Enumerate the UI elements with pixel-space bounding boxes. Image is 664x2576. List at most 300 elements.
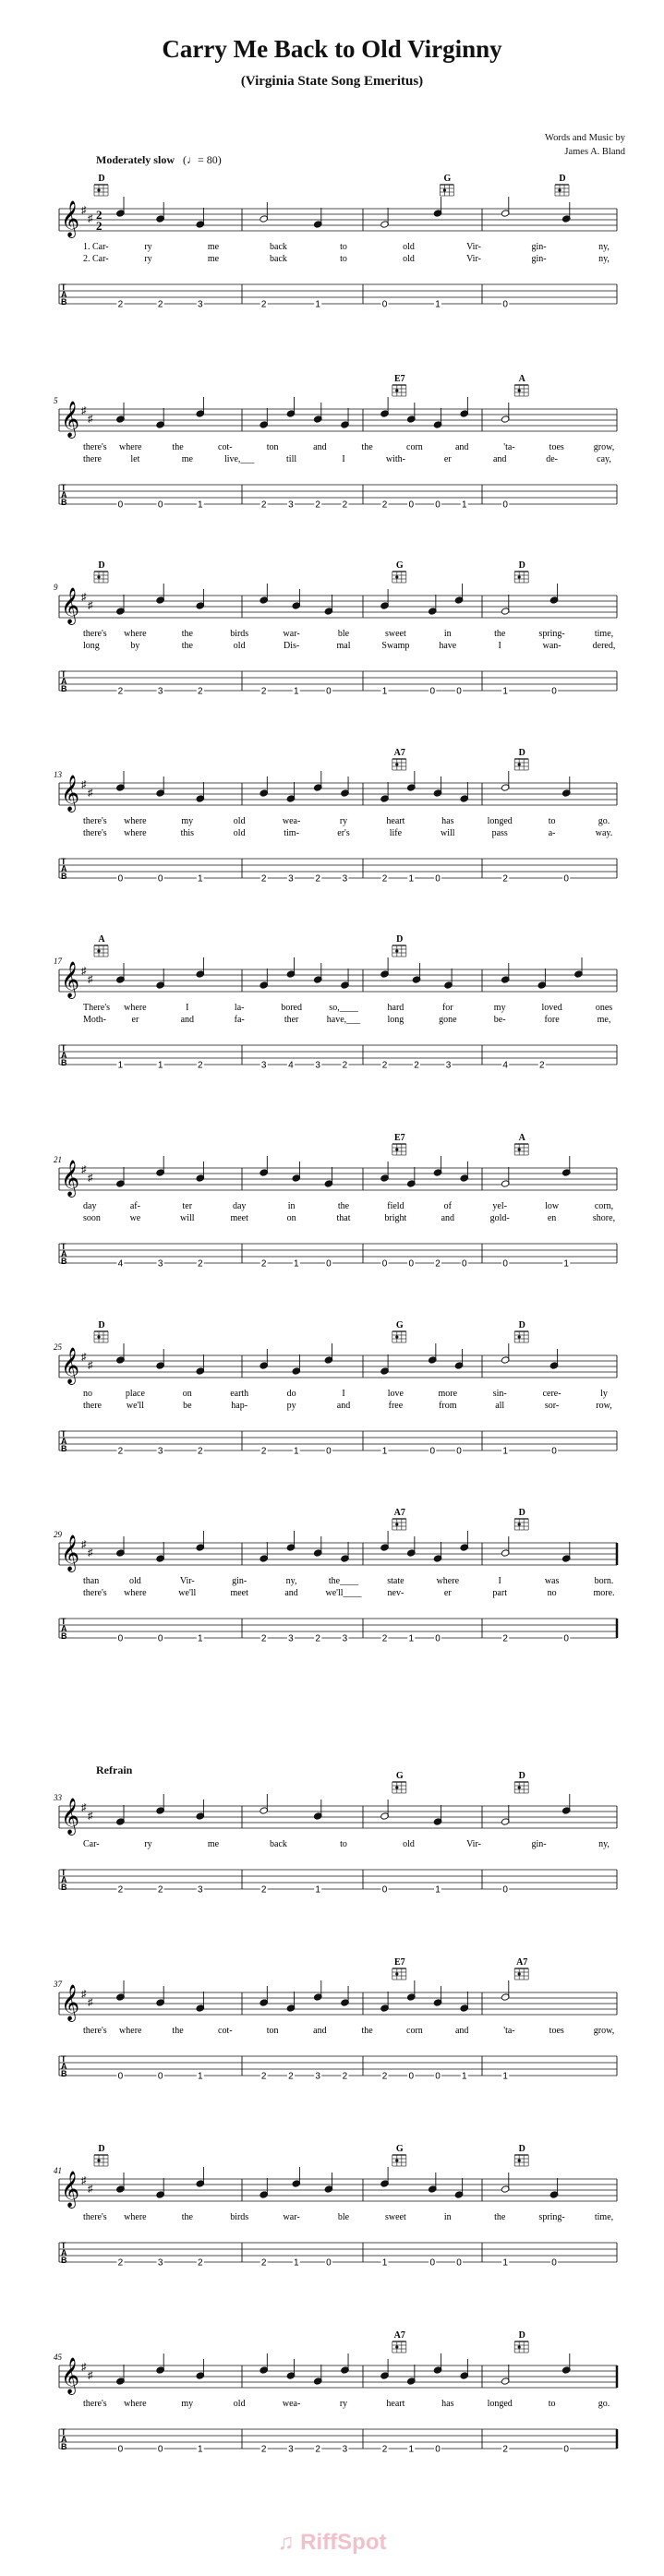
tab-clef-letter: A xyxy=(61,2435,67,2444)
tab-fret-number: 0 xyxy=(456,1446,462,1457)
sharp-icon: ♯ xyxy=(88,1547,93,1559)
lyric-syllable: 'ta- xyxy=(503,442,515,452)
chord-finger-dot xyxy=(395,2159,398,2161)
tab-clef-letter: B xyxy=(61,1257,67,1266)
tab-fret-number: 2 xyxy=(342,500,348,511)
tab-fret-number: 0 xyxy=(429,1446,436,1457)
tab-fret-number: 0 xyxy=(408,1258,415,1270)
treble-clef-icon: 𝄞 xyxy=(61,1798,80,1835)
tab-fret-number: 2 xyxy=(315,1633,320,1644)
lyric-syllable: old xyxy=(233,641,246,651)
tab-fret-number: 2 xyxy=(117,1446,124,1457)
lyric-syllable: old xyxy=(403,242,415,252)
chord-diagram xyxy=(392,1957,406,1980)
lyric-syllable: low xyxy=(545,1201,560,1211)
chord-finger-dot xyxy=(518,1148,521,1150)
sharp-icon: ♯ xyxy=(88,1997,93,2008)
tab-fret-number: 1 xyxy=(117,1060,124,1071)
tab-fret-number: 1 xyxy=(381,1446,388,1457)
tab-fret-number: 2 xyxy=(260,1633,267,1644)
tab-fret-number: 0 xyxy=(117,500,124,511)
lyric-syllable: so,____ xyxy=(329,1003,358,1013)
lyric-syllable: toes xyxy=(549,442,564,452)
system-svg xyxy=(0,1957,664,2142)
tab-fret-number: 1 xyxy=(502,2071,508,2082)
sharp-icon: ♯ xyxy=(81,1352,87,1363)
tab-fret-number: 2 xyxy=(342,1060,348,1071)
lyric-syllable: There's xyxy=(83,1003,111,1013)
music-system xyxy=(0,2330,664,2515)
chord-finger-dot xyxy=(395,1335,398,1338)
chord-name: D xyxy=(559,174,566,184)
tab-clef-letter: T xyxy=(61,2241,66,2250)
tab-fret-number: 0 xyxy=(326,686,332,697)
measure-number: 5 xyxy=(54,396,58,405)
chord-name: A7 xyxy=(393,2330,405,2341)
tab-fret-number: 0 xyxy=(551,686,557,697)
chord-diagram xyxy=(514,560,528,583)
tab-fret-number: 0 xyxy=(157,2444,163,2455)
lyric-syllable: gin- xyxy=(531,1839,547,1849)
lyric-syllable: toes xyxy=(549,2026,564,2036)
tab-fret-number: 0 xyxy=(117,1633,124,1644)
treble-clef-icon: 𝄞 xyxy=(61,961,80,998)
music-system xyxy=(0,374,664,559)
music-system xyxy=(0,1508,664,1692)
sharp-icon: ♯ xyxy=(81,1989,87,2000)
chord-name: E7 xyxy=(393,374,405,384)
tab-fret-number: 3 xyxy=(288,1633,294,1644)
tab-fret-number: 0 xyxy=(563,873,569,885)
lyric-syllable: gone xyxy=(439,1015,457,1025)
chord-finger-dot xyxy=(395,575,398,578)
music-system xyxy=(0,174,664,358)
lyric-syllable: corn xyxy=(406,442,423,452)
tab-fret-number: 2 xyxy=(260,873,267,885)
lyric-syllable: soon xyxy=(83,1213,101,1223)
lyric-syllable: where xyxy=(124,2399,147,2409)
lyric-syllable: a- xyxy=(548,828,556,838)
chord-finger-dot xyxy=(518,389,521,391)
lyric-syllable: and xyxy=(454,442,469,452)
tab-fret-number: 2 xyxy=(198,1446,203,1457)
measure-number: 21 xyxy=(54,1155,62,1164)
tab-fret-number: 0 xyxy=(456,686,462,697)
chord-finger-dot xyxy=(97,949,100,952)
tab-fret-number: 2 xyxy=(502,873,508,885)
lyric-syllable: go. xyxy=(598,816,610,826)
chord-diagram xyxy=(514,1508,528,1530)
chord-name: D xyxy=(518,2144,525,2154)
sharp-icon: ♯ xyxy=(88,1811,93,1822)
chord-finger-dot xyxy=(395,1148,398,1150)
system-svg xyxy=(0,1771,664,1956)
sharp-icon: ♯ xyxy=(88,2370,93,2381)
treble-clef-icon: 𝄞 xyxy=(61,1160,80,1197)
lyric-syllable: was xyxy=(544,1576,560,1586)
lyric-syllable: to xyxy=(340,254,347,264)
tab-fret-number: 0 xyxy=(381,1258,388,1270)
music-system xyxy=(0,2144,664,2329)
chord-diagram xyxy=(392,2330,406,2353)
tab-fret-number: 1 xyxy=(198,2071,203,2082)
lyric-syllable: time, xyxy=(594,629,614,639)
system-svg xyxy=(0,1133,664,1318)
chord-name: D xyxy=(518,1320,525,1330)
lyric-syllable: birds xyxy=(230,629,249,639)
tab-fret-number: 3 xyxy=(198,299,203,310)
tab-fret-number: 2 xyxy=(198,2257,203,2269)
chord-diagram xyxy=(514,374,528,396)
chord-diagram xyxy=(94,174,108,196)
time-signature-bottom: 2 xyxy=(96,219,103,233)
tab-fret-number: 2 xyxy=(381,2071,388,2082)
measure-number: 9 xyxy=(54,583,58,592)
lyric-syllable: old xyxy=(233,816,246,826)
lyric-syllable: war- xyxy=(283,2212,300,2222)
lyric-syllable: where xyxy=(124,1588,147,1598)
lyric-syllable: the xyxy=(172,2026,184,2036)
lyric-syllable: day xyxy=(232,1201,247,1211)
sharp-icon: ♯ xyxy=(81,2362,87,2373)
lyric-syllable: gold- xyxy=(489,1213,510,1223)
tab-fret-number: 0 xyxy=(429,2257,436,2269)
tab-fret-number: 0 xyxy=(551,1446,557,1457)
chord-name: D xyxy=(98,1320,105,1330)
lyric-syllable: py xyxy=(286,1401,296,1411)
tab-fret-number: 1 xyxy=(381,2257,388,2269)
tab-fret-number: 3 xyxy=(342,2444,348,2455)
lyric-syllable: I xyxy=(342,454,345,464)
tab-fret-number: 3 xyxy=(157,1258,163,1270)
chord-name: D xyxy=(518,2330,525,2341)
lyric-syllable: 'ta- xyxy=(503,2026,515,2036)
lyric-syllable: ny, xyxy=(598,1839,610,1849)
lyric-syllable: bright xyxy=(384,1213,407,1223)
tab-clef-letter: A xyxy=(61,2062,67,2071)
tab-fret-number: 2 xyxy=(381,873,388,885)
tab-clef-letter: T xyxy=(61,669,66,679)
system-svg xyxy=(0,374,664,559)
lyric-syllable: where xyxy=(119,2026,142,2036)
tab-fret-number: 3 xyxy=(157,1446,163,1457)
tab-fret-number: 2 xyxy=(260,299,267,310)
lyric-syllable: sin- xyxy=(492,1389,507,1399)
sharp-icon: ♯ xyxy=(88,1173,93,1184)
lyric-syllable: do xyxy=(286,1389,296,1399)
lyric-syllable: way. xyxy=(595,828,613,838)
tab-fret-number: 1 xyxy=(408,873,415,885)
tab-clef-letter: B xyxy=(61,2069,67,2078)
lyric-syllable: there's xyxy=(83,2026,107,2036)
lyric-syllable: than xyxy=(83,1576,100,1586)
chord-finger-dot xyxy=(97,1335,100,1338)
lyric-syllable: me, xyxy=(597,1015,611,1025)
chord-diagram xyxy=(440,174,453,196)
lyric-syllable: loved xyxy=(541,1003,562,1013)
lyric-syllable: there's xyxy=(83,629,107,639)
treble-clef-icon: 𝄞 xyxy=(61,1535,80,1571)
chord-name: G xyxy=(395,2144,404,2154)
refrain-label: Refrain xyxy=(96,1763,133,1776)
tab-fret-number: 0 xyxy=(117,2444,124,2455)
lyric-syllable: for xyxy=(441,1003,453,1013)
chord-name: D xyxy=(518,560,525,571)
lyric-syllable: meet xyxy=(230,1588,248,1598)
tab-clef-letter: B xyxy=(61,297,67,307)
lyric-syllable: born. xyxy=(594,1576,614,1586)
tab-fret-number: 3 xyxy=(260,1060,267,1071)
chord-finger-dot xyxy=(518,1972,521,1975)
lyric-syllable: sor- xyxy=(544,1401,560,1411)
lyric-syllable: there's xyxy=(83,828,107,838)
tab-fret-number: 3 xyxy=(198,1884,203,1896)
lyric-syllable: the xyxy=(494,629,506,639)
lyric-syllable: ny, xyxy=(598,254,610,264)
tab-fret-number: 2 xyxy=(157,1884,163,1896)
tab-fret-number: 2 xyxy=(315,2444,320,2455)
tab-clef-letter: T xyxy=(61,857,66,866)
chord-name: D xyxy=(98,2144,105,2154)
lyric-syllable: er's xyxy=(337,828,350,838)
tab-fret-number: 1 xyxy=(461,2071,467,2082)
chord-name: G xyxy=(395,560,404,571)
lyric-syllable: life xyxy=(389,828,403,838)
tab-fret-number: 4 xyxy=(288,1060,294,1071)
lyric-syllable: the xyxy=(337,1201,350,1211)
chord-finger-dot xyxy=(395,1523,398,1525)
tab-fret-number: 0 xyxy=(408,2071,415,2082)
chord-diagram xyxy=(94,2144,108,2166)
lyric-syllable: the____ xyxy=(328,1576,359,1586)
tab-clef-letter: A xyxy=(61,290,67,299)
lyric-syllable: ry xyxy=(144,254,152,264)
lyric-syllable: have,___ xyxy=(326,1015,361,1025)
lyric-syllable: de- xyxy=(546,454,558,464)
tab-fret-number: 1 xyxy=(563,1258,569,1270)
lyric-syllable: 2. Car- xyxy=(83,254,109,264)
tab-clef-letter: A xyxy=(61,1624,67,1633)
lyric-syllable: more. xyxy=(593,1588,615,1598)
lyric-syllable: the xyxy=(494,2212,506,2222)
lyric-syllable: in xyxy=(287,1201,296,1211)
lyric-syllable: fa- xyxy=(234,1015,245,1025)
tab-clef-letter: B xyxy=(61,2442,67,2451)
lyric-syllable: and xyxy=(313,442,327,452)
tab-fret-number: 2 xyxy=(260,500,267,511)
lyric-syllable: this xyxy=(180,828,195,838)
lyric-syllable: old xyxy=(233,2399,246,2409)
lyric-syllable: 1. Car- xyxy=(83,242,109,252)
tab-fret-number: 2 xyxy=(117,299,124,310)
chord-diagram xyxy=(392,1320,406,1342)
tab-fret-number: 1 xyxy=(435,299,441,310)
lyric-syllable: back xyxy=(270,1839,287,1849)
lyric-syllable: the xyxy=(172,442,184,452)
lyric-syllable: ble xyxy=(337,2212,350,2222)
lyric-syllable: there's xyxy=(83,1588,107,1598)
chord-finger-dot xyxy=(558,188,561,191)
lyric-syllable: meet xyxy=(230,1213,248,1223)
tab-fret-number: 2 xyxy=(288,2071,294,2082)
chord-name: G xyxy=(395,1320,404,1330)
lyric-syllable: row, xyxy=(596,1401,612,1411)
lyric-syllable: part xyxy=(492,1588,507,1598)
lyric-syllable: and xyxy=(454,2026,469,2036)
lyric-syllable: there's xyxy=(83,442,107,452)
lyric-syllable: af- xyxy=(129,1201,140,1211)
lyric-syllable: birds xyxy=(230,2212,249,2222)
tab-fret-number: 2 xyxy=(342,2071,348,2082)
chord-diagram xyxy=(94,934,108,957)
lyric-syllable: where xyxy=(119,442,142,452)
lyric-syllable: earth xyxy=(230,1389,249,1399)
tab-fret-number: 2 xyxy=(117,1884,124,1896)
lyric-syllable: back xyxy=(270,254,287,264)
tab-fret-number: 2 xyxy=(198,1258,203,1270)
lyric-syllable: Vir- xyxy=(466,242,481,252)
lyric-syllable: Car- xyxy=(83,1839,100,1849)
tab-fret-number: 2 xyxy=(198,1060,203,1071)
sharp-icon: ♯ xyxy=(88,788,93,799)
tab-fret-number: 3 xyxy=(157,2257,163,2269)
lyric-syllable: sweet xyxy=(385,629,406,639)
tab-fret-number: 0 xyxy=(435,2444,441,2455)
tempo-metronome: (♩= 80) xyxy=(182,153,222,166)
tab-clef-letter: B xyxy=(61,498,67,507)
lyric-syllable: fore xyxy=(544,1015,560,1025)
tab-fret-number: 2 xyxy=(315,500,320,511)
lyric-syllable: shore, xyxy=(592,1213,616,1223)
lyric-syllable: sweet xyxy=(385,2212,406,2222)
tab-fret-number: 1 xyxy=(157,1060,163,1071)
lyric-syllable: where xyxy=(436,1576,460,1586)
measure-number: 33 xyxy=(54,1793,62,1802)
music-system xyxy=(0,1133,664,1318)
tab-clef-letter: B xyxy=(61,2256,67,2265)
chord-diagram xyxy=(94,560,108,583)
lyric-syllable: old xyxy=(403,1839,415,1849)
music-system xyxy=(0,748,664,933)
lyric-syllable: field xyxy=(387,1201,404,1211)
treble-clef-icon: 𝄞 xyxy=(61,775,80,812)
system-svg xyxy=(0,560,664,745)
lyric-syllable: dered, xyxy=(592,641,616,651)
tab-fret-number: 4 xyxy=(117,1258,124,1270)
chord-name: D xyxy=(98,560,105,571)
tab-clef-letter: T xyxy=(61,283,66,292)
song-title: Carry Me Back to Old Virginny xyxy=(162,35,502,63)
lyric-syllable: to xyxy=(340,1839,347,1849)
tab-fret-number: 1 xyxy=(198,500,203,511)
tab-fret-number: 3 xyxy=(445,1060,452,1071)
lyric-syllable: by xyxy=(130,641,140,651)
tab-fret-number: 1 xyxy=(294,1258,299,1270)
music-system xyxy=(0,1771,664,1956)
lyric-syllable: more xyxy=(438,1389,458,1399)
chord-finger-dot xyxy=(395,1972,398,1975)
tab-clef-letter: B xyxy=(61,1058,67,1067)
tab-clef-letter: T xyxy=(61,1617,66,1626)
lyric-syllable: has xyxy=(441,816,454,826)
treble-clef-icon: 𝄞 xyxy=(61,200,80,237)
lyric-syllable: where xyxy=(124,2212,147,2222)
tab-fret-number: 3 xyxy=(288,2444,294,2455)
lyric-syllable: nev- xyxy=(387,1588,404,1598)
sharp-icon: ♯ xyxy=(81,592,87,603)
tab-fret-number: 0 xyxy=(157,873,163,885)
tab-fret-number: 2 xyxy=(260,2257,267,2269)
lyric-syllable: longed xyxy=(487,816,513,826)
tab-clef-letter: A xyxy=(61,2248,67,2257)
chord-finger-dot xyxy=(97,575,100,578)
lyric-syllable: ny, xyxy=(285,1576,297,1586)
tab-fret-number: 0 xyxy=(157,1633,163,1644)
sharp-icon: ♯ xyxy=(88,213,93,224)
tab-fret-number: 3 xyxy=(157,686,163,697)
lyric-syllable: there xyxy=(83,1401,102,1411)
lyric-syllable: mal xyxy=(336,641,351,651)
tab-fret-number: 2 xyxy=(157,299,163,310)
lyric-syllable: er xyxy=(443,1588,452,1598)
measure-number: 17 xyxy=(54,957,62,966)
lyric-syllable: wan- xyxy=(542,641,561,651)
tab-fret-number: 2 xyxy=(502,2444,508,2455)
chord-name: G xyxy=(443,174,452,184)
composer-name: James A. Bland xyxy=(564,147,625,157)
tab-fret-number: 3 xyxy=(315,1060,320,1071)
lyric-syllable: the xyxy=(181,2212,193,2222)
chord-name: A xyxy=(98,934,105,945)
lyric-syllable: there's xyxy=(83,2212,107,2222)
lyric-syllable: has xyxy=(441,2399,454,2409)
chord-name: D xyxy=(518,1508,525,1518)
lyric-syllable: I xyxy=(342,1389,345,1399)
chord-finger-dot xyxy=(395,949,398,952)
lyric-syllable: er xyxy=(131,1015,139,1025)
music-system xyxy=(0,1957,664,2142)
lyric-syllable: where xyxy=(124,1003,147,1013)
lyric-syllable: and xyxy=(441,1213,455,1223)
chord-finger-dot xyxy=(395,2345,398,2348)
lyric-syllable: on xyxy=(286,1213,296,1223)
lyric-syllable: where xyxy=(124,816,147,826)
chord-finger-dot xyxy=(97,2159,100,2161)
lyric-syllable: live,___ xyxy=(223,454,255,464)
lyric-syllable: spring- xyxy=(538,629,565,639)
lyric-syllable: to xyxy=(548,2399,556,2409)
tab-clef-letter: T xyxy=(61,1043,66,1053)
lyric-syllable: I xyxy=(186,1003,189,1013)
tab-fret-number: 2 xyxy=(117,2257,124,2269)
chord-name: D xyxy=(518,748,525,758)
tab-fret-number: 2 xyxy=(198,686,203,697)
tab-fret-number: 0 xyxy=(117,2071,124,2082)
tab-fret-number: 3 xyxy=(342,1633,348,1644)
lyric-syllable: have xyxy=(439,641,457,651)
chord-name: A7 xyxy=(393,748,405,758)
chord-finger-dot xyxy=(518,2345,521,2348)
lyric-syllable: wea- xyxy=(282,816,301,826)
lyric-syllable: Dis- xyxy=(283,641,300,651)
sharp-icon: ♯ xyxy=(88,600,93,611)
lyric-syllable: we'll xyxy=(178,1588,197,1598)
treble-clef-icon: 𝄞 xyxy=(61,1347,80,1384)
treble-clef-icon: 𝄞 xyxy=(61,401,80,438)
lyric-syllable: pass xyxy=(491,828,508,838)
lyric-syllable: back xyxy=(270,242,287,252)
chord-diagram xyxy=(514,748,528,770)
